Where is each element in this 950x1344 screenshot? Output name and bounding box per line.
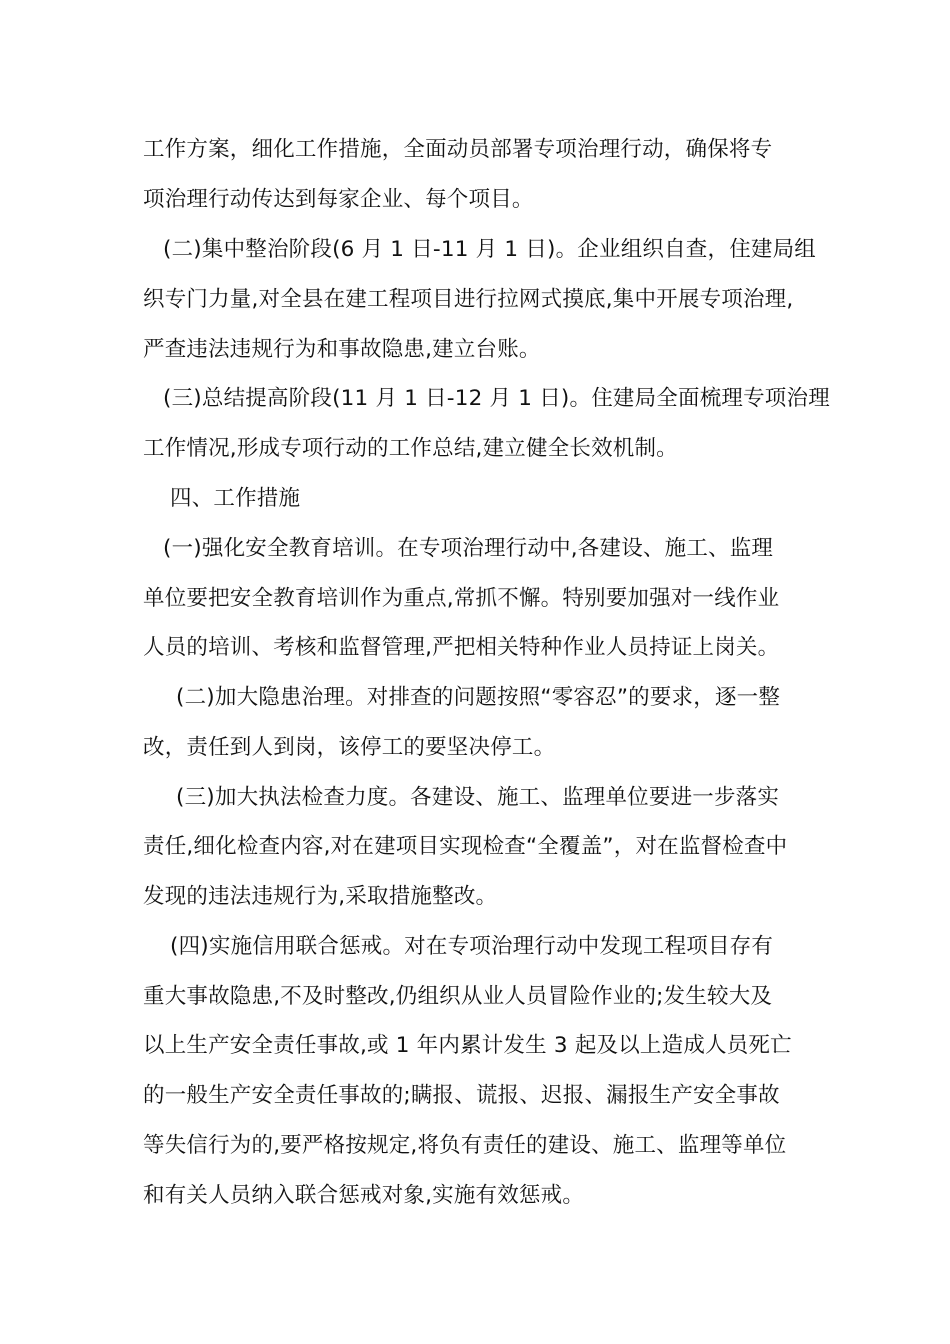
measure-heading-line: (四)实施信用联合惩戒。对在专项治理行动中发现工程项目存有 <box>170 934 774 959</box>
paragraph-line: 织专门力量,对全县在建工程项目进行拉网式摸底,集中开展专项治理, <box>143 287 794 312</box>
stage-heading-line: (二)集中整治阶段(6 月 1 日-11 月 1 日)。企业组织自查，住建局组 <box>163 237 817 262</box>
stage-heading-line: (三)总结提高阶段(11 月 1 日-12 月 1 日)。住建局全面梳理专项治理 <box>163 386 830 411</box>
section-heading: 四、工作措施 <box>170 486 301 511</box>
measure-heading-line: (三)加大执法检查力度。各建设、施工、监理单位要进一步落实 <box>176 785 780 810</box>
paragraph-line: 项治理行动传达到每家企业、每个项目。 <box>143 187 534 212</box>
paragraph-line: 的一般生产安全责任事故的;瞒报、谎报、迟报、漏报生产安全事故 <box>143 1083 780 1108</box>
measure-heading-line: (二)加大隐患治理。对排查的问题按照“零容忍”的要求，逐一整 <box>176 685 781 710</box>
paragraph-line: 严查违法违规行为和事故隐患,建立台账。 <box>143 337 541 362</box>
paragraph-line: 工作方案，细化工作措施，全面动员部署专项治理行动，确保将专 <box>143 137 773 162</box>
paragraph-line: 以上生产安全责任事故,或 1 年内累计发生 3 起及以上造成人员死亡 <box>143 1033 792 1058</box>
measure-heading-line: (一)强化安全教育培训。在专项治理行动中,各建设、施工、监理 <box>163 536 774 561</box>
paragraph-line: 单位要把安全教育培训作为重点,常抓不懈。特别要加强对一线作业 <box>143 586 780 611</box>
paragraph-line: 发现的违法违规行为,采取措施整改。 <box>143 884 498 909</box>
paragraph-line: 人员的培训、考核和监督管理,严把相关特种作业人员持证上岗关。 <box>143 635 780 660</box>
paragraph-line: 和有关人员纳入联合惩戒对象,实施有效惩戒。 <box>143 1183 585 1208</box>
paragraph-line: 改，责任到人到岗，该停工的要坚决停工。 <box>143 735 556 760</box>
paragraph-line: 等失信行为的,要严格按规定,将负有责任的建设、施工、监理等单位 <box>143 1133 787 1158</box>
paragraph-line: 工作情况,形成专项行动的工作总结,建立健全长效机制。 <box>143 436 678 461</box>
paragraph-line: 责任,细化检查内容,对在建项目实现检查“全覆盖”，对在监督检查中 <box>143 834 788 859</box>
paragraph-line: 重大事故隐患,不及时整改,仍组织从业人员冒险作业的;发生较大及 <box>143 984 773 1009</box>
